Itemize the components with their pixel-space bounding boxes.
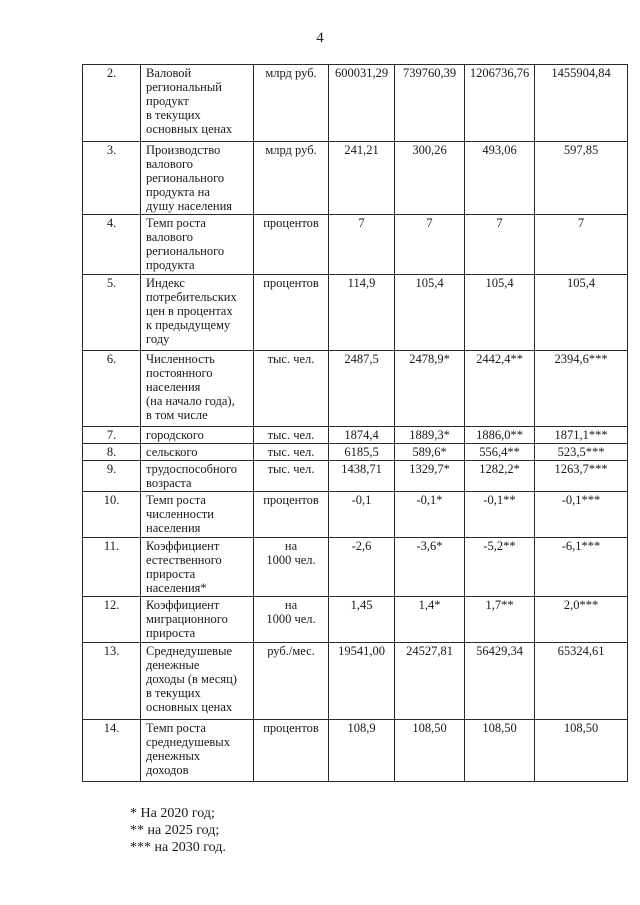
table-row (83, 492, 628, 538)
value-3: 2442,4** (465, 351, 535, 427)
table-row (83, 65, 628, 142)
table-row (83, 720, 628, 782)
value-4: 2,0*** (535, 597, 628, 643)
unit: тыс. чел. (254, 444, 329, 461)
unit: тыс. чел. (254, 351, 329, 427)
value-1: 108,9 (329, 720, 395, 782)
value-3: 1,7** (465, 597, 535, 643)
row-number: 7. (83, 427, 141, 444)
unit: млрд руб. (254, 142, 329, 215)
value-3: -0,1** (465, 492, 535, 538)
footnote: ** на 2025 год; (130, 823, 220, 838)
indicator-name: Коэффициент естественного прироста населения* (141, 538, 254, 597)
indicator-name: Темп роста среднедушевых денежных доходов (141, 720, 254, 782)
indicator-name: городского (141, 427, 254, 444)
value-1: 1874,4 (329, 427, 395, 444)
value-2: 739760,39 (395, 65, 465, 142)
indicators-table (82, 64, 628, 782)
value-2: 1,4* (395, 597, 465, 643)
indicator-name: Производство валового регионального продукта на душу населения (141, 142, 254, 215)
value-3: 7 (465, 215, 535, 275)
value-1: -0,1 (329, 492, 395, 538)
value-3: 105,4 (465, 275, 535, 351)
indicator-name: Темп роста численности населения (141, 492, 254, 538)
value-3: 108,50 (465, 720, 535, 782)
value-2: 105,4 (395, 275, 465, 351)
value-4: 1871,1*** (535, 427, 628, 444)
table-row (83, 427, 628, 444)
table-row (83, 142, 628, 215)
value-1: 1,45 (329, 597, 395, 643)
value-4: -6,1*** (535, 538, 628, 597)
value-4: 1263,7*** (535, 461, 628, 492)
row-number: 10. (83, 492, 141, 538)
value-1: -2,6 (329, 538, 395, 597)
unit: на 1000 чел. (254, 538, 329, 597)
footnotes (130, 805, 226, 856)
row-number: 5. (83, 275, 141, 351)
value-1: 241,21 (329, 142, 395, 215)
value-3: -5,2** (465, 538, 535, 597)
value-3: 1282,2* (465, 461, 535, 492)
value-1: 114,9 (329, 275, 395, 351)
value-3: 493,06 (465, 142, 535, 215)
table-row (83, 275, 628, 351)
value-2: 1329,7* (395, 461, 465, 492)
value-1: 600031,29 (329, 65, 395, 142)
value-4: -0,1*** (535, 492, 628, 538)
value-1: 2487,5 (329, 351, 395, 427)
value-4: 108,50 (535, 720, 628, 782)
unit: тыс. чел. (254, 427, 329, 444)
footnote: * На 2020 год; (130, 806, 215, 821)
indicator-name: Среднедушевые денежные доходы (в месяц) в текущих основных ценах (141, 643, 254, 720)
unit: руб./мес. (254, 643, 329, 720)
value-3: 1886,0** (465, 427, 535, 444)
value-2: 300,26 (395, 142, 465, 215)
table-row (83, 444, 628, 461)
indicator-name: Валовой региональный продукт в текущих основных ценах (141, 65, 254, 142)
table-row (83, 597, 628, 643)
value-2: 589,6* (395, 444, 465, 461)
value-2: 7 (395, 215, 465, 275)
indicator-name: Индекс потребительских цен в процентах к предыдущему году (141, 275, 254, 351)
value-3: 56429,34 (465, 643, 535, 720)
table-row (83, 643, 628, 720)
value-1: 7 (329, 215, 395, 275)
unit: млрд руб. (254, 65, 329, 142)
indicator-name: Темп роста валового регионального продукта (141, 215, 254, 275)
value-2: 108,50 (395, 720, 465, 782)
row-number: 8. (83, 444, 141, 461)
unit: на 1000 чел. (254, 597, 329, 643)
row-number: 6. (83, 351, 141, 427)
table-row (83, 215, 628, 275)
value-2: 1889,3* (395, 427, 465, 444)
page-number: 4 (316, 30, 324, 46)
value-4: 523,5*** (535, 444, 628, 461)
unit: тыс. чел. (254, 461, 329, 492)
row-number: 4. (83, 215, 141, 275)
value-2: -0,1* (395, 492, 465, 538)
table-row (83, 538, 628, 597)
value-4: 105,4 (535, 275, 628, 351)
indicator-name: сельского (141, 444, 254, 461)
indicator-name: Численность постоянного населения (на начало года), в том числе (141, 351, 254, 427)
row-number: 2. (83, 65, 141, 142)
value-1: 19541,00 (329, 643, 395, 720)
value-4: 597,85 (535, 142, 628, 215)
table-row (83, 351, 628, 427)
value-2: -3,6* (395, 538, 465, 597)
value-4: 7 (535, 215, 628, 275)
value-1: 1438,71 (329, 461, 395, 492)
row-number: 14. (83, 720, 141, 782)
value-4: 1455904,84 (535, 65, 628, 142)
indicator-name: Коэффициент миграционного прироста (141, 597, 254, 643)
row-number: 13. (83, 643, 141, 720)
unit: процентов (254, 275, 329, 351)
value-2: 24527,81 (395, 643, 465, 720)
row-number: 3. (83, 142, 141, 215)
footnote: *** на 2030 год. (130, 840, 226, 855)
value-1: 6185,5 (329, 444, 395, 461)
row-number: 9. (83, 461, 141, 492)
value-3: 556,4** (465, 444, 535, 461)
value-3: 1206736,76 (465, 65, 535, 142)
table-row (83, 461, 628, 492)
row-number: 11. (83, 538, 141, 597)
unit: процентов (254, 215, 329, 275)
value-4: 65324,61 (535, 643, 628, 720)
value-4: 2394,6*** (535, 351, 628, 427)
value-2: 2478,9* (395, 351, 465, 427)
unit: процентов (254, 492, 329, 538)
unit: процентов (254, 720, 329, 782)
row-number: 12. (83, 597, 141, 643)
indicator-name: трудоспособного возраста (141, 461, 254, 492)
